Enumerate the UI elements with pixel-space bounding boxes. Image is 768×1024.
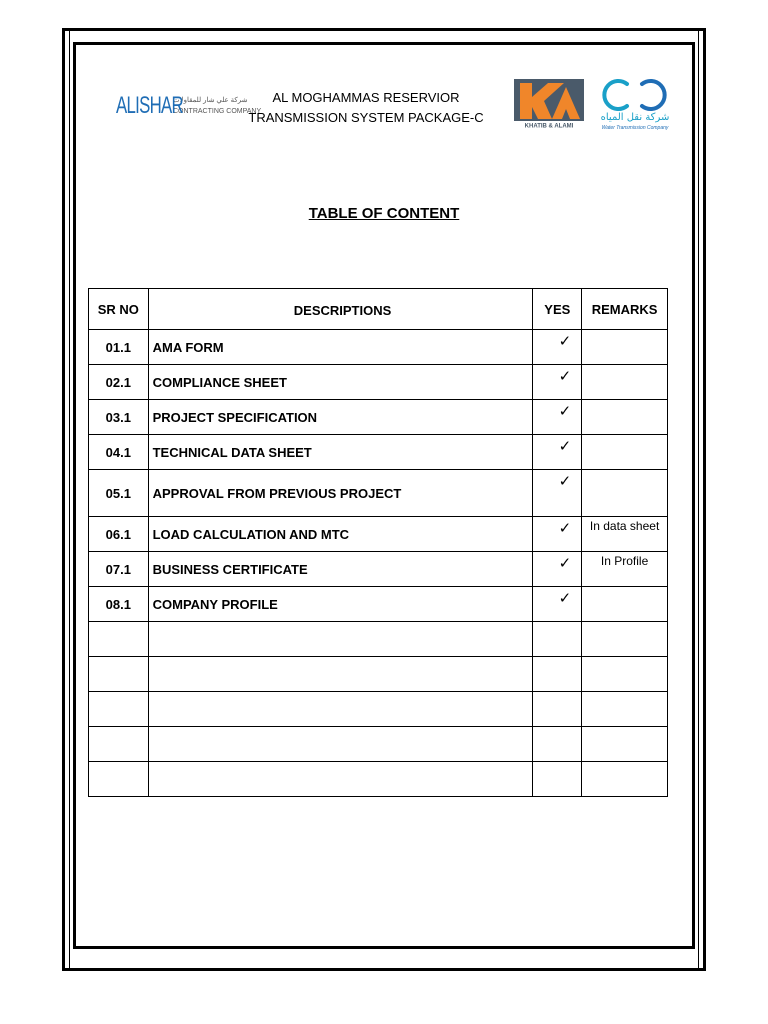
header-sr-no: SR NO [89,289,149,330]
row-sr-no: 07.1 [89,552,149,587]
alishar-logo [116,86,262,126]
remark-text: In Profile [600,554,649,568]
project-title [236,88,496,128]
table-row-empty [89,622,668,657]
row-description: APPROVAL FROM PREVIOUS PROJECT [148,470,533,517]
row-yes [533,400,582,435]
table-row [89,517,668,552]
row-remarks [582,470,668,517]
empty-cell [582,762,668,797]
empty-cell [148,727,533,762]
ka-logo-caption: KHATIB & ALAMI [524,123,574,129]
row-sr-no: 08.1 [89,587,149,622]
project-title-line1: AL MOGHAMMAS RESERVIOR [272,90,460,105]
empty-cell [533,622,582,657]
table-row-empty [89,657,668,692]
row-remarks [582,552,668,587]
toc-title-text: TABLE OF CONTENT [308,205,460,222]
row-sr-no: 06.1 [89,517,149,552]
header-yes: YES [533,289,582,330]
alishar-wordmark: ALISHAR [116,92,183,119]
empty-cell [533,657,582,692]
table-row-empty [89,762,668,797]
table-row [89,330,668,365]
empty-cell [582,657,668,692]
empty-cell [148,657,533,692]
empty-cell [582,692,668,727]
row-description: PROJECT SPECIFICATION [148,400,533,435]
alishar-arabic-text: شركة علي شار للمقاولات [173,97,248,104]
row-remarks [582,330,668,365]
row-remarks [582,435,668,470]
empty-cell [89,692,149,727]
row-description: LOAD CALCULATION AND MTC [148,517,533,552]
table-row [89,365,668,400]
project-title-line2: TRANSMISSION SYSTEM PACKAGE-C [248,110,484,125]
table-row [89,587,668,622]
empty-cell [89,657,149,692]
empty-cell [148,762,533,797]
table-row [89,552,668,587]
table-row [89,400,668,435]
toc-title [0,205,768,222]
empty-cell [582,622,668,657]
table-row [89,435,668,470]
wtc-logo-arabic: شركة نقل المياه [600,112,670,123]
checkmark-icon: ✓ [558,520,572,537]
checkmark-icon: ✓ [558,333,572,350]
empty-cell [148,622,533,657]
table-row-empty [89,692,668,727]
table-row-empty [89,727,668,762]
header-remarks: REMARKS [582,289,668,330]
row-remarks [582,400,668,435]
row-remarks [582,517,668,552]
empty-cell [533,762,582,797]
table-header-row [89,289,668,330]
empty-cell [533,727,582,762]
khatib-alami-logo [514,79,584,129]
row-sr-no: 05.1 [89,470,149,517]
checkmark-icon: ✓ [558,555,572,572]
row-description: TECHNICAL DATA SHEET [148,435,533,470]
water-transmission-logo [594,74,676,134]
row-sr-no: 04.1 [89,435,149,470]
row-yes [533,435,582,470]
wtc-logo-arc-right [642,81,665,109]
row-description: COMPLIANCE SHEET [148,365,533,400]
row-remarks [582,587,668,622]
row-sr-no: 02.1 [89,365,149,400]
checkmark-icon: ✓ [558,368,572,385]
row-yes [533,330,582,365]
empty-cell [148,692,533,727]
table-row [89,470,668,517]
checkmark-icon: ✓ [558,403,572,420]
empty-cell [582,727,668,762]
remark-text: In data sheet [589,519,660,533]
row-description: COMPANY PROFILE [148,587,533,622]
row-yes [533,587,582,622]
empty-cell [89,622,149,657]
checkmark-icon: ✓ [558,473,572,490]
empty-cell [533,692,582,727]
row-remarks [582,365,668,400]
alishar-english-text: CONTRACTING COMPANY [173,108,262,115]
header-descriptions: DESCRIPTIONS [148,289,533,330]
row-yes [533,470,582,517]
row-yes [533,552,582,587]
row-yes [533,365,582,400]
toc-table [88,288,668,797]
row-yes [533,517,582,552]
row-description: AMA FORM [148,330,533,365]
checkmark-icon: ✓ [558,438,572,455]
row-description: BUSINESS CERTIFICATE [148,552,533,587]
empty-cell [89,762,149,797]
row-sr-no: 01.1 [89,330,149,365]
checkmark-icon: ✓ [558,590,572,607]
row-sr-no: 03.1 [89,400,149,435]
wtc-logo-english: Water Transmission Company [601,125,669,131]
wtc-logo-arc-left [604,81,627,109]
empty-cell [89,727,149,762]
